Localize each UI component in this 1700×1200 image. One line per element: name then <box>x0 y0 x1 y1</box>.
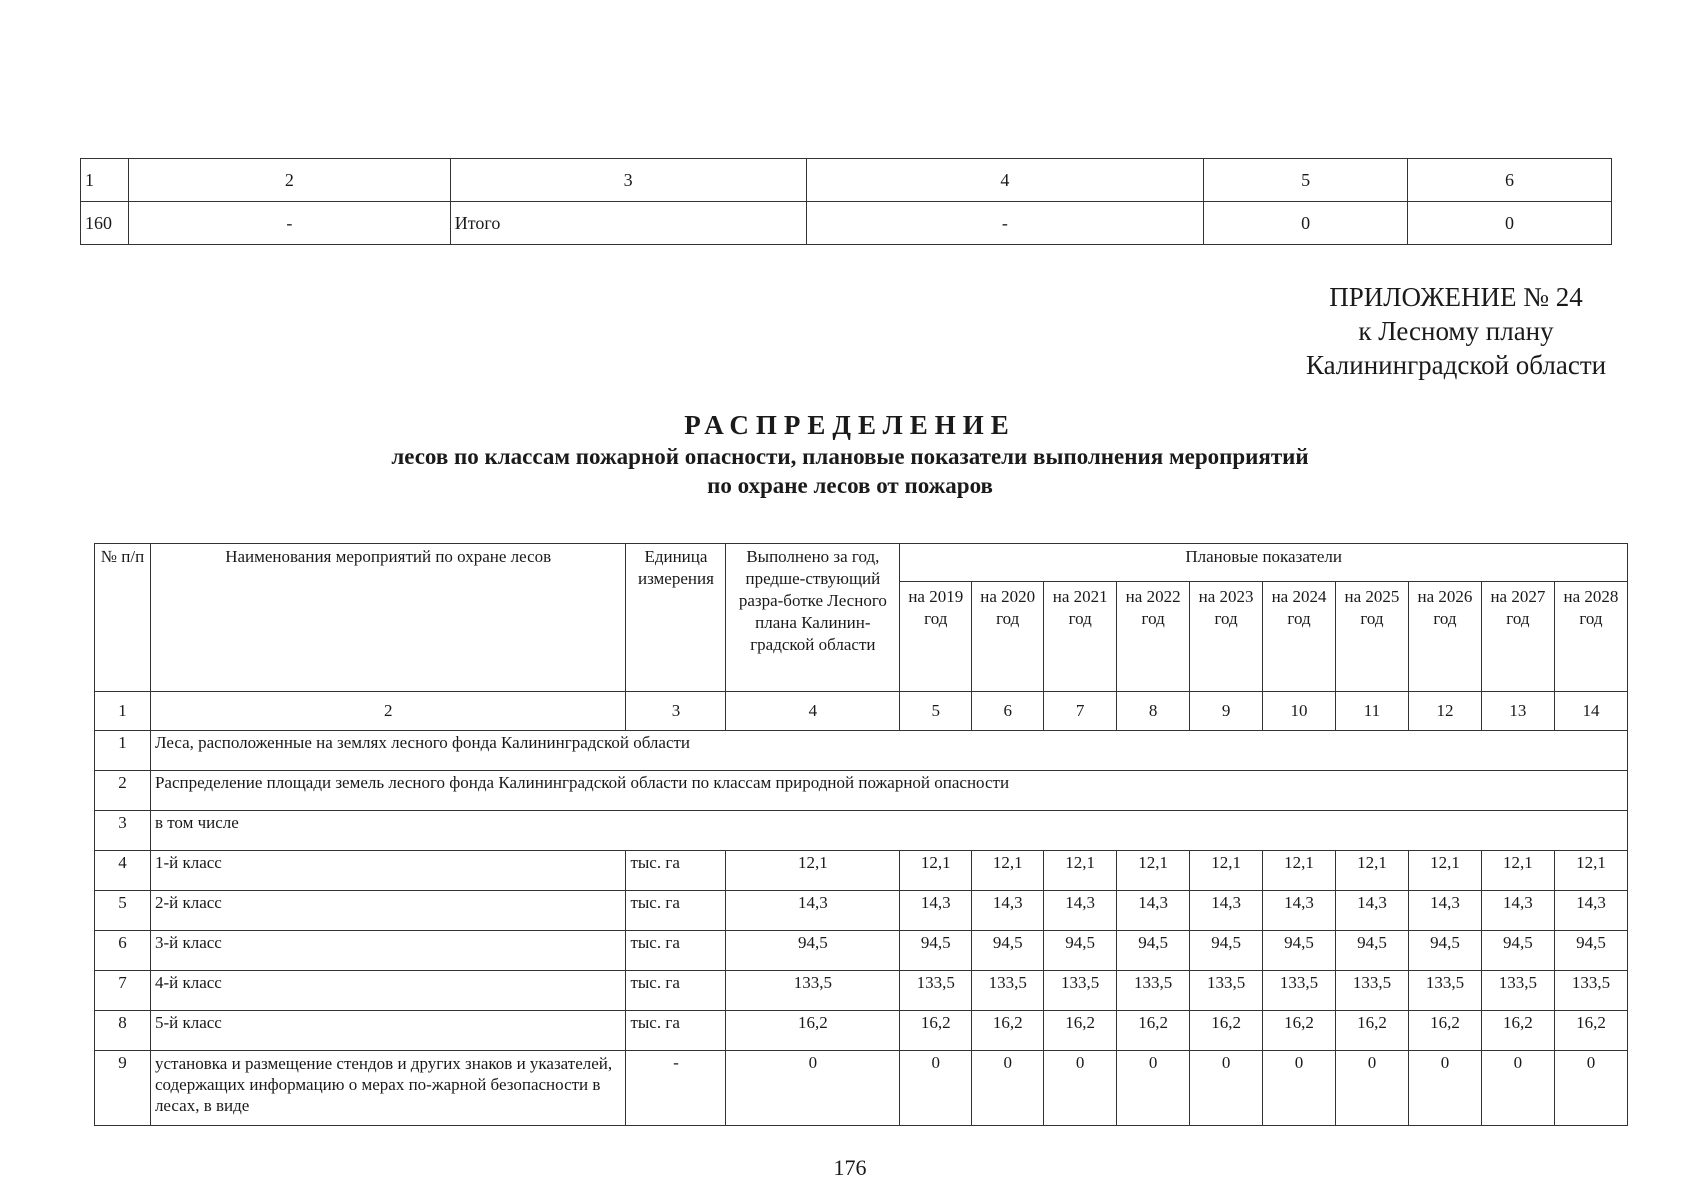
row-year-value: 16,2 <box>1408 1011 1481 1051</box>
row-year-value: 16,2 <box>1263 1011 1336 1051</box>
column-index-cell: 9 <box>1190 692 1263 731</box>
row-year-value: 133,5 <box>1263 971 1336 1011</box>
row-unit: - <box>626 1051 726 1126</box>
row-year-value: 14,3 <box>1190 891 1263 931</box>
row-number: 2 <box>95 771 151 811</box>
row-year-value: 94,5 <box>1481 931 1554 971</box>
row-name: 2-й класс <box>150 891 626 931</box>
row-year-value: 0 <box>1044 1051 1117 1126</box>
row-year-value: 133,5 <box>1190 971 1263 1011</box>
appendix-reference: к Лесному плану <box>1358 316 1554 346</box>
row-year-value: 94,5 <box>1044 931 1117 971</box>
fire-safety-table <box>94 543 1628 1126</box>
row-year-value: 0 <box>1117 1051 1190 1126</box>
row-year-value: 0 <box>1263 1051 1336 1126</box>
header-year: на 2019 год <box>900 582 972 692</box>
title-subtitle: лесов по классам пожарной опасности, плановые показатели выполнения мероприятий <box>391 444 1309 469</box>
document-title <box>0 408 1700 500</box>
row-year-value: 133,5 <box>1481 971 1554 1011</box>
section-text: в том числе <box>150 811 1627 851</box>
row-number: 7 <box>95 971 151 1011</box>
row-year-value: 133,5 <box>972 971 1044 1011</box>
row-year-value: 133,5 <box>1336 971 1409 1011</box>
row-year-value: 12,1 <box>1408 851 1481 891</box>
row-year-value: 14,3 <box>1336 891 1409 931</box>
header-year: на 2027 год <box>1481 582 1554 692</box>
title-subtitle: по охране лесов от пожаров <box>707 473 993 498</box>
row-year-value: 12,1 <box>1481 851 1554 891</box>
row-year-value: 133,5 <box>1044 971 1117 1011</box>
page-number: 176 <box>833 1155 867 1180</box>
continuation-header-cell: 3 <box>450 159 806 202</box>
column-index-cell: 10 <box>1263 692 1336 731</box>
table-row <box>95 891 1628 931</box>
row-done-value: 0 <box>726 1051 900 1126</box>
header-year: на 2028 год <box>1554 582 1627 692</box>
row-year-value: 12,1 <box>1263 851 1336 891</box>
row-year-value: 14,3 <box>1263 891 1336 931</box>
row-year-value: 14,3 <box>1117 891 1190 931</box>
table-row <box>95 931 1628 971</box>
row-number: 6 <box>95 931 151 971</box>
continuation-header-cell: 1 <box>81 159 129 202</box>
header-year: на 2023 год <box>1190 582 1263 692</box>
title-main: РАСПРЕДЕЛЕНИЕ <box>684 410 1016 440</box>
header-unit: Единица измерения <box>626 544 726 692</box>
continuation-cell: - <box>806 202 1204 245</box>
column-index-cell: 13 <box>1481 692 1554 731</box>
column-index-cell: 14 <box>1554 692 1627 731</box>
header-year: на 2022 год <box>1117 582 1190 692</box>
row-year-value: 94,5 <box>1190 931 1263 971</box>
row-year-value: 94,5 <box>1117 931 1190 971</box>
row-year-value: 0 <box>1554 1051 1627 1126</box>
header-year: на 2025 год <box>1336 582 1409 692</box>
table-row <box>95 1011 1628 1051</box>
row-year-value: 94,5 <box>972 931 1044 971</box>
appendix-region: Калининградской области <box>1305 350 1607 380</box>
column-index-cell: 8 <box>1117 692 1190 731</box>
continuation-header-cell: 4 <box>806 159 1204 202</box>
row-name: 3-й класс <box>150 931 626 971</box>
row-year-value: 12,1 <box>1336 851 1409 891</box>
table-row <box>95 971 1628 1011</box>
row-name: 5-й класс <box>150 1011 626 1051</box>
row-unit: тыс. га <box>626 971 726 1011</box>
continuation-cell: - <box>128 202 450 245</box>
section-row <box>95 731 1628 771</box>
column-index-cell: 5 <box>900 692 972 731</box>
row-name: 1-й класс <box>150 851 626 891</box>
column-index-cell: 6 <box>972 692 1044 731</box>
row-year-value: 14,3 <box>1408 891 1481 931</box>
section-row <box>95 771 1628 811</box>
row-number: 3 <box>95 811 151 851</box>
row-number: 4 <box>95 851 151 891</box>
header-year: на 2026 год <box>1408 582 1481 692</box>
row-year-value: 14,3 <box>1554 891 1627 931</box>
row-number: 9 <box>95 1051 151 1126</box>
row-year-value: 16,2 <box>900 1011 972 1051</box>
row-year-value: 0 <box>1336 1051 1409 1126</box>
continuation-table <box>80 158 1612 245</box>
header-year: на 2021 год <box>1044 582 1117 692</box>
continuation-header-row <box>81 159 1612 202</box>
row-year-value: 0 <box>1481 1051 1554 1126</box>
column-index-cell: 2 <box>150 692 626 731</box>
continuation-cell: 0 <box>1204 202 1408 245</box>
continuation-header-cell: 2 <box>128 159 450 202</box>
row-year-value: 0 <box>1190 1051 1263 1126</box>
row-year-value: 94,5 <box>1336 931 1409 971</box>
row-year-value: 94,5 <box>1554 931 1627 971</box>
row-done-value: 94,5 <box>726 931 900 971</box>
row-done-value: 12,1 <box>726 851 900 891</box>
row-number: 5 <box>95 891 151 931</box>
row-done-value: 16,2 <box>726 1011 900 1051</box>
continuation-cell: Итого <box>450 202 806 245</box>
row-year-value: 133,5 <box>1117 971 1190 1011</box>
row-year-value: 14,3 <box>900 891 972 931</box>
row-year-value: 133,5 <box>900 971 972 1011</box>
header-no: № п/п <box>95 544 151 692</box>
row-year-value: 94,5 <box>900 931 972 971</box>
row-year-value: 133,5 <box>1408 971 1481 1011</box>
appendix-number: ПРИЛОЖЕНИЕ № 24 <box>1329 282 1583 312</box>
column-index-cell: 12 <box>1408 692 1481 731</box>
column-index-cell: 1 <box>95 692 151 731</box>
row-year-value: 16,2 <box>1044 1011 1117 1051</box>
row-year-value: 14,3 <box>1044 891 1117 931</box>
row-year-value: 0 <box>972 1051 1044 1126</box>
table-row <box>95 1051 1628 1126</box>
row-year-value: 16,2 <box>972 1011 1044 1051</box>
row-unit: тыс. га <box>626 1011 726 1051</box>
row-year-value: 12,1 <box>900 851 972 891</box>
row-name: установка и размещение стендов и других знаков и указателей, содержащих информацию о мерах по-жарной безопасности в лесах, в виде <box>150 1051 626 1126</box>
row-year-value: 16,2 <box>1481 1011 1554 1051</box>
row-year-value: 16,2 <box>1336 1011 1409 1051</box>
column-index-cell: 3 <box>626 692 726 731</box>
row-year-value: 0 <box>900 1051 972 1126</box>
header-planned: Плановые показатели <box>900 544 1628 582</box>
row-unit: тыс. га <box>626 931 726 971</box>
row-name: 4-й класс <box>150 971 626 1011</box>
row-year-value: 12,1 <box>972 851 1044 891</box>
continuation-header-cell: 6 <box>1408 159 1612 202</box>
row-year-value: 14,3 <box>1481 891 1554 931</box>
row-year-value: 0 <box>1408 1051 1481 1126</box>
table-header-row <box>95 544 1628 582</box>
row-done-value: 133,5 <box>726 971 900 1011</box>
row-year-value: 16,2 <box>1117 1011 1190 1051</box>
appendix-label <box>1286 280 1626 382</box>
section-text: Распределение площади земель лесного фонда Калининградской области по классам природной пожарной опасности <box>150 771 1627 811</box>
table-row <box>95 851 1628 891</box>
row-done-value: 14,3 <box>726 891 900 931</box>
column-index-cell: 7 <box>1044 692 1117 731</box>
row-year-value: 12,1 <box>1554 851 1627 891</box>
continuation-cell: 160 <box>81 202 129 245</box>
row-unit: тыс. га <box>626 891 726 931</box>
header-done: Выполнено за год, предше-ствующий разра-ботке Лесного плана Калинин-градской области <box>726 544 900 692</box>
column-index-cell: 4 <box>726 692 900 731</box>
row-year-value: 16,2 <box>1554 1011 1627 1051</box>
row-year-value: 14,3 <box>972 891 1044 931</box>
continuation-cell: 0 <box>1408 202 1612 245</box>
row-year-value: 133,5 <box>1554 971 1627 1011</box>
row-unit: тыс. га <box>626 851 726 891</box>
section-text: Леса, расположенные на землях лесного фонда Калининградской области <box>150 731 1627 771</box>
continuation-total-row <box>81 202 1612 245</box>
row-number: 1 <box>95 731 151 771</box>
continuation-header-cell: 5 <box>1204 159 1408 202</box>
header-name: Наименования мероприятий по охране лесов <box>150 544 626 692</box>
row-year-value: 94,5 <box>1263 931 1336 971</box>
column-index-row <box>95 692 1628 731</box>
column-index-cell: 11 <box>1336 692 1409 731</box>
section-row <box>95 811 1628 851</box>
header-year: на 2024 год <box>1263 582 1336 692</box>
row-year-value: 16,2 <box>1190 1011 1263 1051</box>
header-year: на 2020 год <box>972 582 1044 692</box>
row-year-value: 12,1 <box>1044 851 1117 891</box>
row-year-value: 12,1 <box>1190 851 1263 891</box>
row-number: 8 <box>95 1011 151 1051</box>
row-year-value: 94,5 <box>1408 931 1481 971</box>
row-year-value: 12,1 <box>1117 851 1190 891</box>
